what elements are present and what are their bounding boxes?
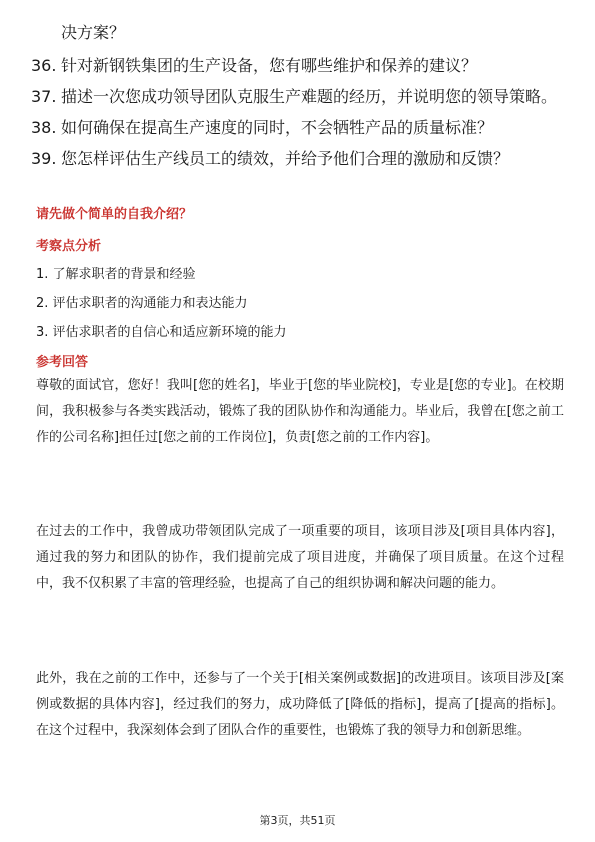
reference-heading: 参考回答 <box>36 355 89 370</box>
analysis-block <box>36 238 564 353</box>
answer-question-title: 请先做个简单的自我介绍？ <box>36 207 193 222</box>
analysis-heading: 考察点分析 <box>36 239 102 254</box>
question-number: 37. <box>31 87 57 106</box>
question-number: 36. <box>31 56 57 75</box>
reference-paragraph: 尊敬的面试官，您好！我叫[您的姓名]，毕业于[您的毕业院校]，专业是[您的专业]。在校期间，我积极参与各类实践活动，锻炼了我的团队协作和沟通能力。毕业后，我曾在[您之前工作的公司名称]担任过[您之前的工作岗位]，负责[您之前的工作内容]。 <box>36 378 564 445</box>
question-continuation: 决方案？ <box>61 23 126 42</box>
question-item <box>31 117 571 139</box>
analysis-point: 3. 评估求职者的自信心和适应新环境的能力 <box>36 325 287 340</box>
question-item <box>31 86 571 108</box>
question-text: 描述一次您成功领导团队克服生产难题的经历，并说明您的领导策略。 <box>61 87 558 106</box>
reference-paragraph-1-block <box>36 373 564 451</box>
analysis-point: 2. 评估求职者的沟通能力和表达能力 <box>36 296 248 311</box>
reference-paragraph: 在过去的工作中，我曾成功带领团队完成了一项重要的项目，该项目涉及[项目具体内容]，通过我的努力和团队的协作，我们提前完成了项目进度，并确保了项目质量。在这个过程中，我不仅积累了丰富的管理经验，也提高了自己的组织协调和解决问题的能力。 <box>36 524 564 591</box>
question-number: 38. <box>31 118 57 137</box>
analysis-points <box>36 266 564 342</box>
reference-paragraph: 此外，我在之前的工作中，还参与了一个关于[相关案例或数据]的改进项目。该项目涉及[案例或数据的具体内容]，经过我们的努力，成功降低了[降低的指标]，提高了[提高的指标]。在这个过程中，我深刻体会到了团队合作的重要性，也锻炼了我的领导力和创新思维。 <box>36 671 564 738</box>
page-number: 第3页，共51页 <box>259 814 336 827</box>
analysis-point: 1. 了解求职者的背景和经验 <box>36 267 196 282</box>
answer-question-title-block <box>36 206 564 224</box>
question-text: 针对新钢铁集团的生产设备，您有哪些维护和保养的建议？ <box>61 56 478 75</box>
reference-paragraph-3-block <box>36 666 564 744</box>
question-number: 39. <box>31 149 57 168</box>
question-text: 您怎样评估生产线员工的绩效，并给予他们合理的激励和反馈？ <box>61 149 510 168</box>
question-item <box>31 148 571 170</box>
question-text: 如何确保在提高生产速度的同时，不会牺牲产品的质量标准？ <box>61 118 494 137</box>
question-list <box>31 55 571 179</box>
question-item <box>31 55 571 77</box>
reference-paragraph-2-block <box>36 519 564 597</box>
reference-block <box>36 354 564 372</box>
